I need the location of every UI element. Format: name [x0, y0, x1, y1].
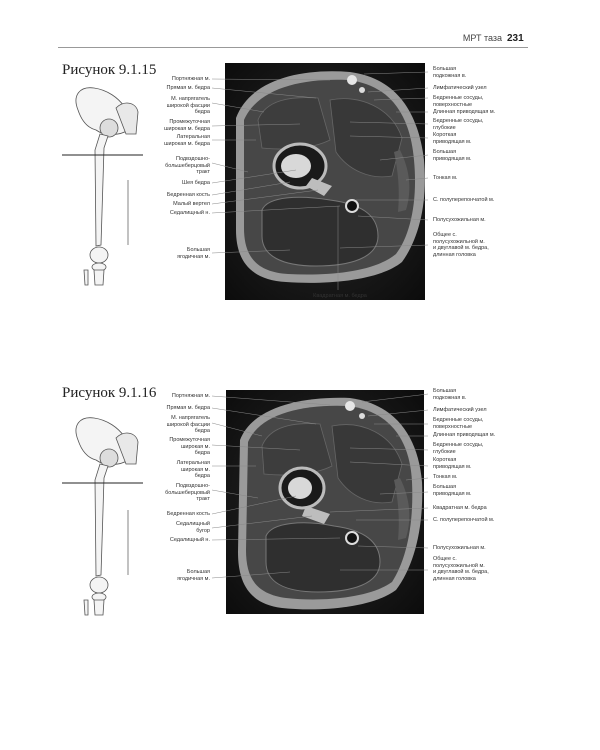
label-tensor-fasciae: М. напрягатель широкой фасции бедра	[166, 96, 210, 116]
label-femur: Бедренная кость	[166, 192, 210, 198]
label-femur: Бедренная кость	[166, 511, 210, 517]
label-rectus-femoris: Прямая м. бедра	[166, 85, 210, 91]
label-semimembranosus-tendon: С. полуперепончатой м.	[433, 517, 495, 523]
label-rectus-femoris: Прямая м. бедра	[166, 405, 210, 411]
label-femoral-vessels-deep: Бедренные сосуды, глубокие	[433, 442, 484, 455]
label-lymph-node: Лимфатический узел	[433, 407, 487, 413]
label-adductor-magnus: Большая приводящая м.	[433, 484, 472, 497]
label-sartorius: Портняжная м.	[171, 393, 210, 399]
label-sciatic-nerve: Седалищный н.	[169, 210, 210, 216]
label-adductor-longus: Длинная приводящая м.	[433, 432, 496, 438]
label-gluteus-maximus: Большая ягодичная м.	[177, 247, 210, 260]
label-quadratus-femoris: Квадратная м. бедра	[313, 293, 367, 299]
section-title: МРТ таза	[462, 33, 502, 43]
label-semitendinosus: Полусухожильная м.	[433, 217, 486, 223]
label-iliotibial-tract: Подвздошно- большеберцовый тракт	[165, 483, 210, 503]
label-lymph-node: Лимфатический узел	[433, 85, 487, 91]
label-sciatic-nerve: Седалищный н.	[169, 537, 210, 543]
label-semimembranosus-tendon: С. полуперепончатой м.	[433, 197, 495, 203]
figure-title-2: Рисунок 9.1.16	[62, 385, 157, 401]
page-number: 231	[507, 33, 524, 44]
label-ischial-tuberosity: Седалищный бугор	[175, 521, 210, 534]
label-adductor-brevis: Короткая приводящая м.	[433, 457, 472, 470]
label-vastus-lateralis: Латеральная широкая м. бедра	[164, 134, 210, 147]
label-femoral-neck: Шея бедра	[182, 180, 210, 186]
label-femoral-vessels-superficial: Бедренные сосуды, поверхностные	[433, 95, 484, 108]
label-adductor-brevis: Короткая приводящая м.	[433, 132, 472, 145]
skeleton-diagram	[76, 88, 138, 285]
label-great-saphenous-vein: Большая подкожная в.	[433, 66, 467, 79]
label-common-tendon: Общее с. полусухожильной м. и двуглавой м. бедра, длинная головка	[433, 232, 489, 258]
label-femoral-vessels-deep: Бедренные сосуды, глубокие	[433, 118, 484, 131]
figure-title: Рисунок 9.1.15	[62, 62, 157, 78]
label-lesser-trochanter: Малый вертел	[173, 201, 210, 207]
mri-anatomy-2	[238, 398, 422, 610]
label-tensor-fasciae: М. напрягатель широкой фасции бедра	[166, 415, 210, 435]
label-vastus-intermedius: Промежуточная широкая м. бедра	[169, 437, 210, 457]
label-femoral-vessels-superficial: Бедренные сосуды, поверхностные	[433, 417, 484, 430]
label-adductor-magnus: Большая приводящая м.	[433, 149, 472, 162]
label-gluteus-maximus: Большая ягодичная м.	[177, 569, 210, 582]
label-common-tendon: Общее с. полусухожильной м. и двуглавой м. бедра, длинная головка	[433, 556, 489, 582]
label-great-saphenous-vein: Большая подкожная в.	[433, 388, 467, 401]
label-vastus-intermedius: Промежуточная широкая м. бедра	[164, 119, 210, 132]
label-sartorius: Портняжная м.	[171, 76, 210, 82]
label-adductor-longus: Длинная приводящая м.	[433, 109, 496, 115]
label-gracilis: Тонкая м.	[433, 474, 458, 480]
label-vastus-lateralis: Латеральная широкая м. бедра	[176, 460, 210, 480]
label-semitendinosus: Полусухожильная м.	[433, 545, 486, 551]
label-quadratus-femoris: Квадратная м. бедра	[433, 505, 487, 511]
skeleton-diagram-2	[76, 418, 138, 615]
label-iliotibial-tract: Подвздошно- большеберцовый тракт	[165, 156, 210, 176]
label-gracilis: Тонкая м.	[433, 175, 458, 181]
